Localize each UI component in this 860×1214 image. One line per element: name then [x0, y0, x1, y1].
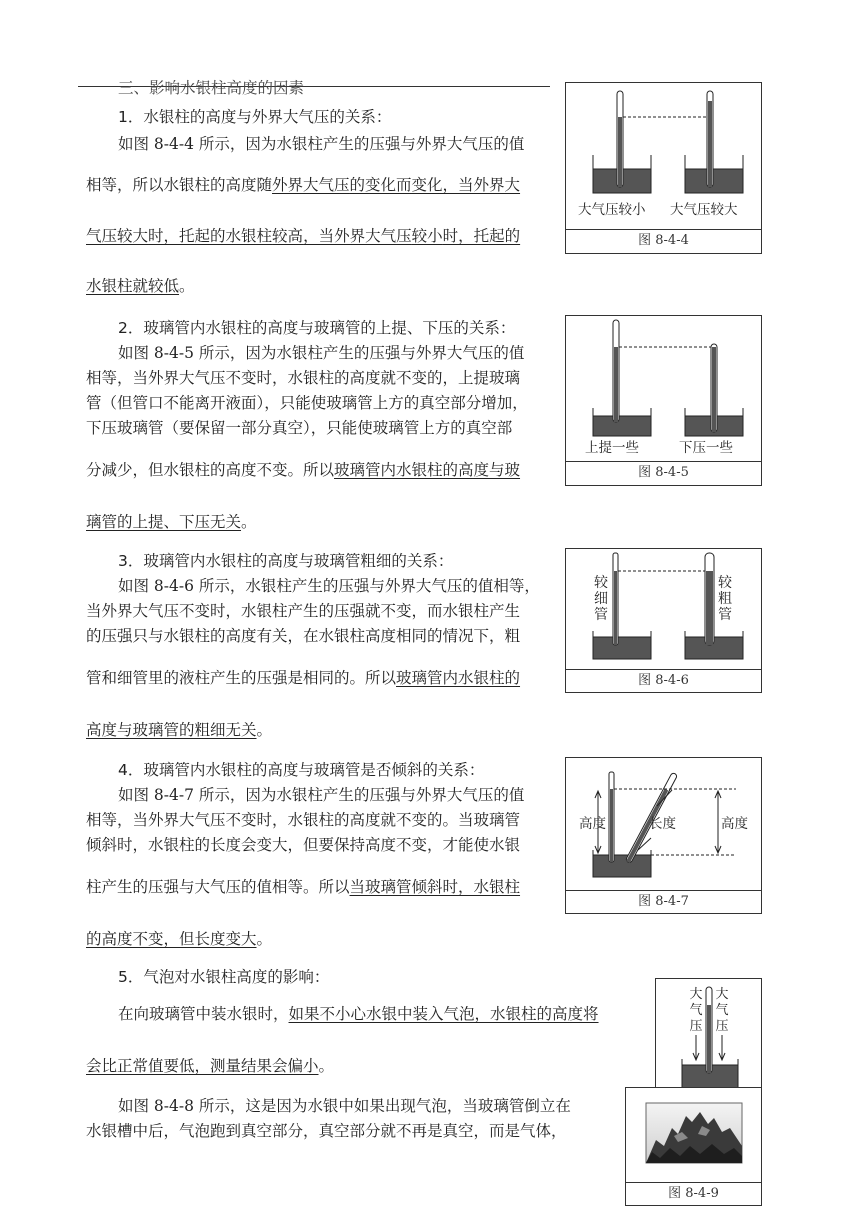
figure-8-4-8 [655, 978, 762, 1089]
caption-8-4-7: 图 8-4-7 [566, 890, 761, 913]
p1-line-3: 气压较大时，托起的水银柱较高，当外界大气压较小时，托起的 [86, 227, 521, 245]
p1-line-2: 相等，所以水银柱的高度随外界大气压的变化而变化，当外界大 [86, 176, 521, 194]
p3-line-3: 的压强只与水银柱的高度有关，在水银柱高度相同的情况下，粗 [86, 627, 521, 645]
section-title: 三、影响水银柱高度的因素 [118, 79, 305, 97]
p1-line-4: 水银柱就较低。 [86, 277, 195, 295]
caption-8-4-9: 图 8-4-9 [626, 1182, 761, 1205]
label-thin-tube: 较细管 [594, 575, 608, 623]
label-length: 长度 [649, 816, 676, 832]
caption-8-4-5: 图 8-4-5 [566, 461, 761, 484]
figure-8-4-9 [625, 1087, 762, 1206]
caption-8-4-6: 图 8-4-6 [566, 669, 761, 692]
p5-line-3: 如图 8-4-8 所示，这是因为水银中如果出现气泡，当玻璃管倒立在 [118, 1097, 571, 1115]
label-lift: 上提一些 [585, 440, 639, 456]
label-air-left: 大气压 [689, 987, 703, 1034]
label-press: 下压一些 [679, 440, 733, 456]
p4-line-5: 的高度不变，但长度变大。 [86, 930, 273, 948]
label-height-left: 高度 [579, 816, 606, 832]
caption-8-4-4: 图 8-4-4 [566, 229, 761, 252]
p3-line-5: 高度与玻璃管的粗细无关。 [86, 721, 273, 739]
barometer-compare-diagram [566, 83, 761, 253]
p2-line-1: 如图 8-4-5 所示，因为水银柱产生的压强与外界大气压的值 [118, 344, 525, 362]
p5-line-1: 在向玻璃管中装水银时，如果不小心水银中装入气泡，水银柱的高度将 [118, 1005, 599, 1023]
p2-line-2: 相等，当外界大气压不变时，水银柱的高度就不变的，上提玻璃 [86, 369, 521, 387]
p2-line-6: 璃管的上提、下压无关。 [86, 513, 257, 531]
lift-press-diagram [566, 316, 761, 485]
p1-line-1: 如图 8-4-4 所示，因为水银柱产生的压强与外界大气压的值 [118, 135, 525, 153]
p4-line-3: 倾斜时，水银柱的长度会变大，但要保持高度不变，才能使水银 [86, 836, 521, 854]
label-air-right: 大气压 [715, 987, 729, 1034]
p4-line-1: 如图 8-4-7 所示，因为水银柱产生的压强与外界大气压的值 [118, 786, 525, 804]
p2-line-3: 管（但管口不能离开液面），只能使玻璃管上方的真空部分增加， [86, 394, 528, 412]
label-thick-tube: 较粗管 [718, 575, 732, 623]
heading-1: 1．水银柱的高度与外界大气压的关系： [118, 108, 392, 126]
heading-5: 5．气泡对水银柱高度的影响： [118, 968, 330, 986]
figure-8-4-7 [565, 757, 762, 914]
p4-line-4: 柱产生的压强与大气压的值相等。所以当玻璃管倾斜时，水银柱 [86, 878, 521, 896]
p4-line-2: 相等，当外界大气压不变时，水银柱的高度就不变的。当玻璃管 [86, 811, 521, 829]
heading-2: 2．玻璃管内水银柱的高度与玻璃管的上提、下压的关系： [118, 319, 516, 337]
heading-4: 4．玻璃管内水银柱的高度与玻璃管是否倾斜的关系： [118, 761, 485, 779]
heading-3: 3．玻璃管内水银柱的高度与玻璃管粗细的关系： [118, 552, 454, 570]
figure-8-4-5 [565, 315, 762, 486]
p3-line-2: 当外界大气压不变时，水银柱产生的压强就不变，而水银柱产生 [86, 602, 521, 620]
label-height-right: 高度 [721, 816, 748, 832]
label-high-pressure: 大气压较大 [670, 202, 738, 218]
p2-line-5: 分减少，但水银柱的高度不变。所以玻璃管内水银柱的高度与玻 [86, 461, 521, 479]
air-pressure-tube-diagram [656, 979, 761, 1089]
p2-line-4: 下压玻璃管（要保留一部分真空），只能使玻璃管上方的真空部 [86, 419, 513, 437]
p3-line-4: 管和细管里的液柱产生的压强是相同的。所以玻璃管内水银柱的 [86, 669, 521, 687]
figure-8-4-4 [565, 82, 762, 254]
figure-8-4-6 [565, 548, 762, 693]
p5-line-4: 水银槽中后，气泡跑到真空部分，真空部分就不再是真空，而是气体， [86, 1122, 567, 1140]
p5-line-2: 会比正常值要低，测量结果会偏小。 [86, 1057, 335, 1075]
p3-line-1: 如图 8-4-6 所示，水银柱产生的压强与外界大气压的值相等， [118, 577, 540, 595]
label-low-pressure: 大气压较小 [578, 202, 646, 218]
